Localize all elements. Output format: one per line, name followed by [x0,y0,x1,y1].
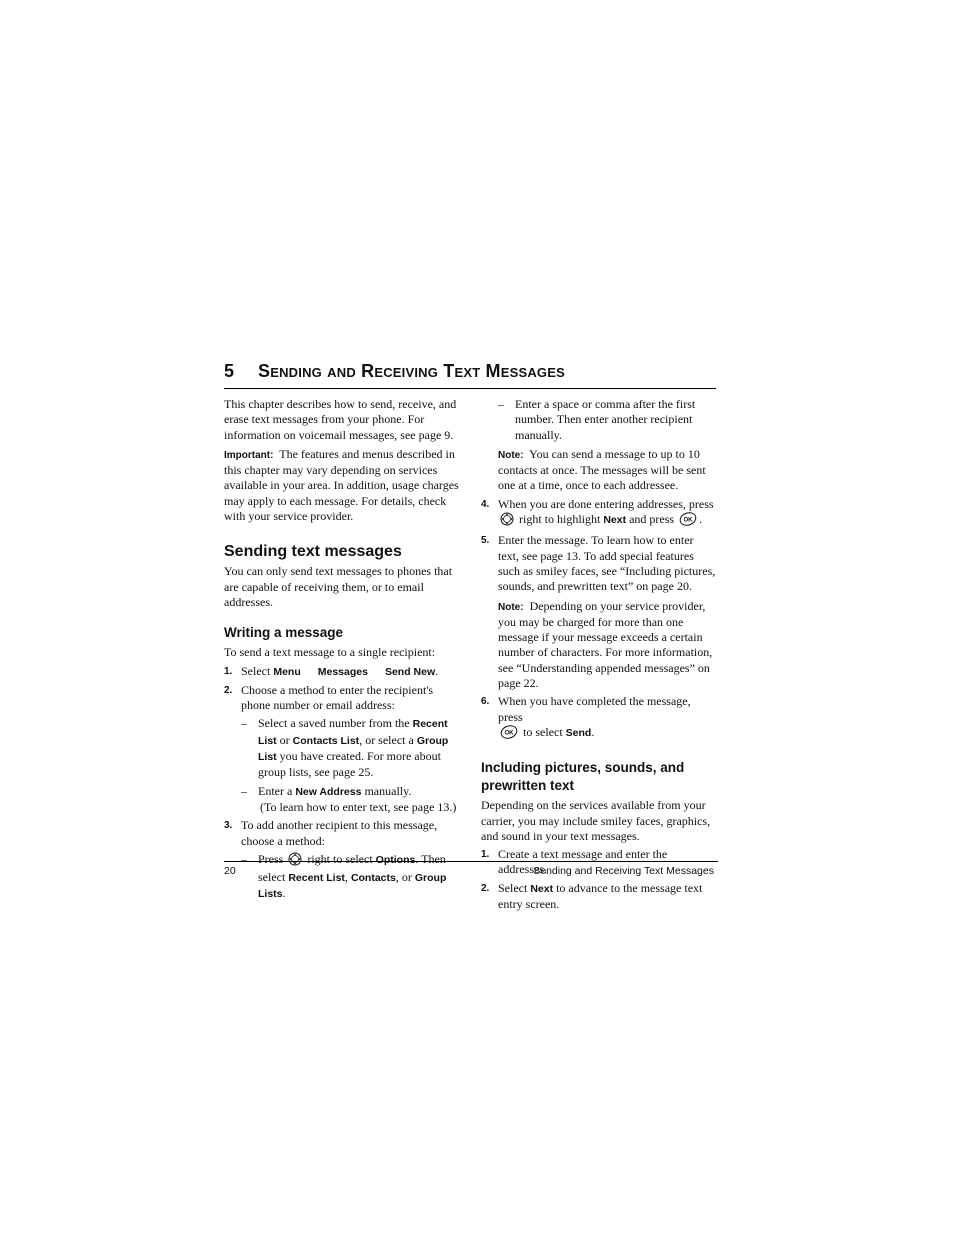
step-text-end: . [435,663,439,678]
sub-step-2b [224,784,460,816]
sub-text: you have created. For more about group lists, see page 25. [258,749,441,780]
step-5 [481,533,717,594]
step-number: 1. [481,849,490,861]
navigation-key-icon [500,512,514,530]
including-paragraph: Depending on the services available from your carrier, you may include smiley faces, graphics, and sound in your text messages. [481,798,711,843]
sub-text: Press [258,851,287,866]
step-text: To add another recipient to this message, choose a method: [241,818,438,848]
dash: – [498,397,504,411]
contacts-list-label: Contacts List [292,734,360,747]
note-label: Note: [498,449,524,461]
heading-including-pictures: Including pictures, sounds, and prewritten text [481,760,685,794]
including-step-2 [481,881,717,913]
step-text: When you are done entering addresses, press [498,496,714,511]
step-text: right to highlight [516,512,604,527]
ok-key-icon [679,512,697,530]
step-number: 1. [224,665,233,677]
running-title: Sending and Receiving Text Messages [533,865,714,877]
important-text: The features and menus described in this chapter may vary depending on services available in your area. In addition, usage charges may apply to each message. For details, check with your service provider. [224,446,459,524]
svg-text:OK: OK [683,517,693,524]
note-2 [481,599,717,692]
step-number: 5. [481,535,490,547]
step-text: Select [498,880,531,895]
group-list-label: Group List [258,734,449,764]
next-label: Next [603,514,627,527]
send-new-label: Send New [384,665,436,678]
group-lists-label: Group Lists [258,872,447,901]
chapter-heading [224,359,716,389]
messages-label: Messages [317,665,368,678]
important-label: Important: [224,449,274,461]
sub-text: (To learn how to enter text, see page 13.) [260,799,457,814]
step-text: and press [626,512,678,527]
note-label: Note: [498,601,524,613]
sub-text: , or select a [359,732,417,747]
send-label: Send [565,726,592,739]
sub-text: . Then select [258,851,446,885]
step-3 [224,818,460,849]
step-text: Choose a method to enter the recipient's phone number or email address: [241,682,434,713]
sub-text: , [344,870,351,885]
step-2 [224,683,460,714]
sub-step-2a [224,716,460,780]
step-number: 2. [224,684,233,696]
page-number: 20 [224,865,236,877]
note-text: Depending on your service provider, you may be charged for more than one message if your message exceeds a certain number of characters. For more information, see “Understanding appended messages” on page 22. [498,598,713,691]
next-label: Next [530,882,554,895]
heading-sending-text-messages: Sending text messages [224,543,402,561]
sub-text: manually. [361,783,412,798]
step-number: 2. [481,882,490,894]
step-1 [224,664,460,680]
step-text: . [591,724,595,739]
intro-paragraph: This chapter describes how to send, receive, and erase text messages from your phone. For information on voicemail messages, see page 9. [224,397,457,442]
dash: – [241,716,247,731]
recent-list-label: Recent List [288,872,345,885]
note-text: You can send a message to up to 10 contacts at once. The messages will be sent one at a time, once to each addressee. [498,446,706,493]
menu-label: Menu [273,665,301,678]
step-4 [481,497,717,531]
step-text: Select [241,663,274,678]
new-address-label: New Address [295,785,362,798]
svg-text:OK: OK [504,730,514,737]
important-paragraph [224,447,460,524]
sub-text: right to select [304,851,376,866]
sub-text: . [282,886,286,901]
step-number: 3. [224,820,233,832]
left-column [224,397,460,903]
dash: – [241,783,247,798]
sub-text: Select a saved number from the [258,716,413,731]
step-text: to select [520,724,566,739]
sub-step-3b [481,397,717,443]
step-text: to advance to the message text entry screen. [498,880,703,912]
dash: – [241,851,247,866]
step-number: 6. [481,696,490,708]
sub-text: or [276,732,293,747]
sub-text: Enter a [258,783,296,798]
heading-writing-a-message: Writing a message [224,625,344,641]
sub-text: , or [395,870,415,885]
writing-paragraph: To send a text message to a single recipient: [224,645,436,660]
step-6 [481,694,717,743]
page-footer [224,861,718,885]
step-text: Create a text message and enter the addresses. [498,847,668,877]
step-number: 4. [481,498,490,510]
options-label: Options [375,853,416,866]
right-column [481,397,717,912]
chapter-title: Sending and Receiving Text Messages [258,361,565,381]
recent-list-label: Recent List [258,718,448,747]
step-text: When you have completed the message, press [498,694,691,724]
step-text: Enter the message. To learn how to enter text, see page 13. To add special features such as smiley faces, see “Including pictures, sounds, and prewritten text” on page 20. [498,533,716,594]
note-1 [481,447,717,494]
chapter-number: 5 [224,361,235,381]
step-text: . [699,512,703,527]
sending-paragraph: You can only send text messages to phones that are capable of receiving them, or to email addresses. [224,564,453,609]
sub-text: Enter a space or comma after the first number. Then enter another recipient manually. [515,397,696,442]
ok-key-icon [500,725,518,743]
contacts-label: Contacts [350,872,396,885]
